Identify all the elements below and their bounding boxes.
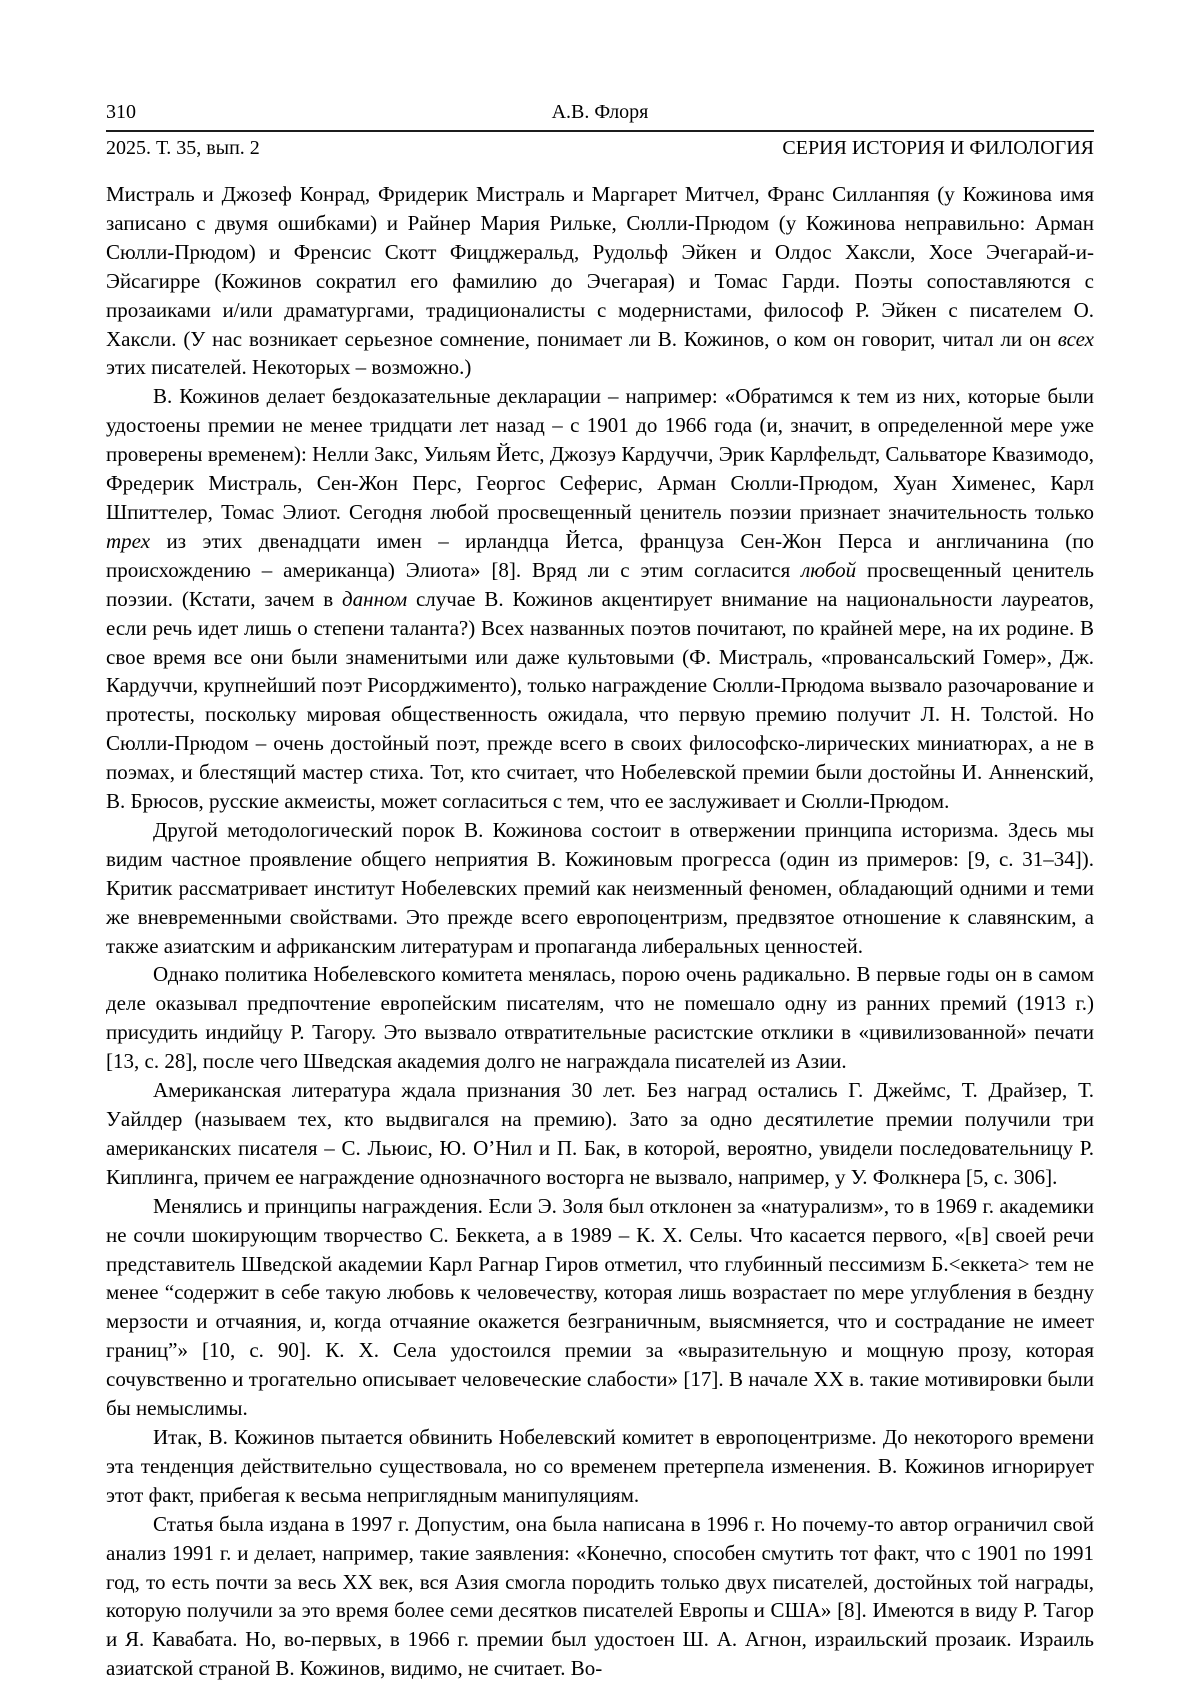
paragraph — [106, 1192, 1094, 1423]
text-run: Американская литература ждала признания 30 лет. Без наград остались Г. Джеймс, Т. Драйзер, Т. Уайлдер (называем тех, кто выдвигался на премию). Зато за одно десятилетие премии получили три американских писателя – С. Льюис, Ю. О’Нил и П. Бак, в которой, вероятно, увидели последовательницу Р. Киплинга, причем ее награждение однозначного восторга не вызвало, например, у У. Фолкнера [5, с. 306]. — [106, 1078, 1094, 1189]
italic-text-run: трех — [106, 528, 151, 553]
text-run: этих писателей. Некоторых – возможно.) — [106, 355, 472, 380]
running-head-author: А.В. Флоря — [551, 101, 649, 123]
italic-text-run: данном — [342, 586, 408, 611]
text-run: Однако политика Нобелевского комитета менялась, порою очень радикально. В первые годы он в самом деле оказывал предпочтение европейским писателям, что не помешало одну из ранних премий (1913 г.) присудить индийцу Р. Тагору. Это вызвало отвратительные расистские отклики в «цивилизованной» печати [13, с. 28], после чего Шведская академия долго не награждала писателей из Азии. — [106, 962, 1094, 1074]
journal-info-row — [106, 136, 1094, 160]
article-body — [106, 180, 1094, 1683]
journal-issue: 2025. Т. 35, вып. 2 — [106, 137, 260, 159]
text-run: Менялись и принципы награждения. Если Э. Золя был отклонен за «натурализм», то в 1969 г. академики не сочли шокирующим творчество С. Беккета, а в 1989 – К. Х. Селы. Что касается первого, «[в] своей речи представитель Шведской академии Карл Рагнар Гиров отметил, что глубинный пессимизм Б.<еккета> тем не менее “содержит в себе такую любовь к человечеству, которая лишь возрастает по мере углубления в бездну мерзости и отчаяния, и, когда отчаяние окажется безграничным, выясмняется, что и сострадание не имеет границ”» [10, с. 90]. К. Х. Села удостоился премии за «выразительную и мощную прозу, которая сочувственно и трогательно описывает человеческие слабости» [17]. В начале XX в. такие мотивировки были бы немыслимы. — [106, 1193, 1094, 1421]
paragraph — [106, 1076, 1094, 1192]
header-rule — [106, 130, 1094, 132]
page-header — [106, 100, 1094, 160]
page-number: 310 — [106, 101, 136, 123]
text-run: из этих двенадцати имен – ирландца Йетса, француза Сен-Жон Перса и англичанина (по происхождению – американца) Элиота» [8]. Вряд ли с этим согласится — [106, 528, 1094, 582]
paragraph — [106, 382, 1094, 816]
paragraph — [106, 1510, 1094, 1683]
text-run: В. Кожинов делает бездоказательные декларации – например: «Обратимся к тем из них, которые были удостоены премии не менее тридцати лет назад – с 1901 до 1966 года (и, значит, в определенной мере уже проверены временем): Нелли Закс, Уильям Йетс, Джозуэ Кардуччи, Эрик Карлфельдт, Сальваторе Квазимодо, Фредерик Мистраль, Сен-Жон Перс, Георгос Сеферис, Арман Сюлли-Прюдом, Хуан Хименес, Карл Шпиттелер, Томас Элиот. Сегодня любой просвещенный ценитель поэзии признает значительность только — [106, 384, 1094, 524]
text-run: Другой методологический порок В. Кожинова состоит в отвержении принципа историзма. Здесь мы видим частное проявление общего неприятия В. Кожиновым прогресса (один из примеров: [9, с. 31–34]). Критик рассматривает институт Нобелевских премий как неизменный феномен, обладающий одними и теми же вневременными свойствами. Это прежде всего европоцентризм, предвзятое отношение к славянским, а также азиатским и африканским литературам и пропаганда либеральных ценностей. — [106, 817, 1094, 958]
text-run: просвещенный ценитель поэзии. (Кстати, зачем в — [106, 557, 1094, 611]
italic-text-run: любой — [801, 557, 857, 582]
paragraph — [106, 960, 1094, 1076]
text-run: случае В. Кожинов акцентирует внимание на национальности лауреатов, если речь идет лишь о степени таланта?) Всех названных поэтов почитают, по крайней мере, на их родине. В свое время все они были знаменитыми или даже культовыми (Ф. Мистраль, «провансальский Гомер», Дж. Кардуччи, крупнейший поэт Рисорджименто), только награждение Сюлли-Прюдома вызвало разочарование и протесты, поскольку мировая общественность ожидала, что первую премию получит Л. Н. Толстой. Но Сюлли-Прюдом – очень достойный поэт, прежде всего в своих философско-лирических миниатюрах, а не в поэмах, и блестящий мастер стиха. Тот, кто считает, что Нобелевской премии были достойны И. Анненский, В. Брюсов, русские акмеисты, может согласиться с тем, что ее заслуживает и Сюлли-Прюдом. — [106, 586, 1094, 814]
running-head — [106, 100, 1094, 124]
paragraph — [106, 180, 1094, 382]
text-run: Статья была издана в 1997 г. Допустим, она была написана в 1996 г. Но почему-то автор ограничил свой анализ 1991 г. и делает, например, такие заявления: «Конечно, способен смутить тот факт, что с 1901 по 1991 год, то есть почти за весь XX век, вся Азия смогла породить только двух писателей, достойных той награды, которую получили за это время более семи десятков писателей Европы и США» [8]. Имеются в виду Р. Тагор и Я. Кавабата. Но, во-первых, в 1966 г. премии был удостоен Ш. А. Агнон, израильский прозаик. Израиль азиатской страной В. Кожинов, видимо, не считает. Во- — [106, 1511, 1094, 1681]
journal-series: СЕРИЯ ИСТОРИЯ И ФИЛОЛОГИЯ — [782, 137, 1094, 159]
paragraph — [106, 816, 1094, 961]
text-run: Итак, В. Кожинов пытается обвинить Нобелевский комитет в европоцентризме. До некоторого времени эта тенденция действительно существовала, но со временем претерпела изменения. В. Кожинов игнорирует этот факт, прибегая к весьма неприглядным манипуляциям. — [106, 1424, 1094, 1507]
italic-text-run: всех — [1057, 326, 1094, 351]
text-run: Мистраль и Джозеф Конрад, Фридерик Мистраль и Маргарет Митчел, Франс Силланпяя (у Кожинова имя записано с двумя ошибками) и Райнер Мария Рильке, Сюлли-Прюдом (у Кожинова неправильно: Арман Сюлли-Прюдом) и Френсис Скотт Фицджеральд, Рудольф Эйкен и Олдос Хаксли, Хосе Эчегарай-и-Эйсагирре (Кожинов сократил его фамилию до Эчегарая) и Томас Гарди. Поэты сопоставляются с прозаиками и/или драматургами, традиционалисты с модернистами, философ Р. Эйкен с писателем О. Хаксли. (У нас возникает серьезное сомнение, понимает ли В. Кожинов, о ком он говорит, читал ли он — [106, 182, 1094, 351]
paragraph — [106, 1423, 1094, 1510]
